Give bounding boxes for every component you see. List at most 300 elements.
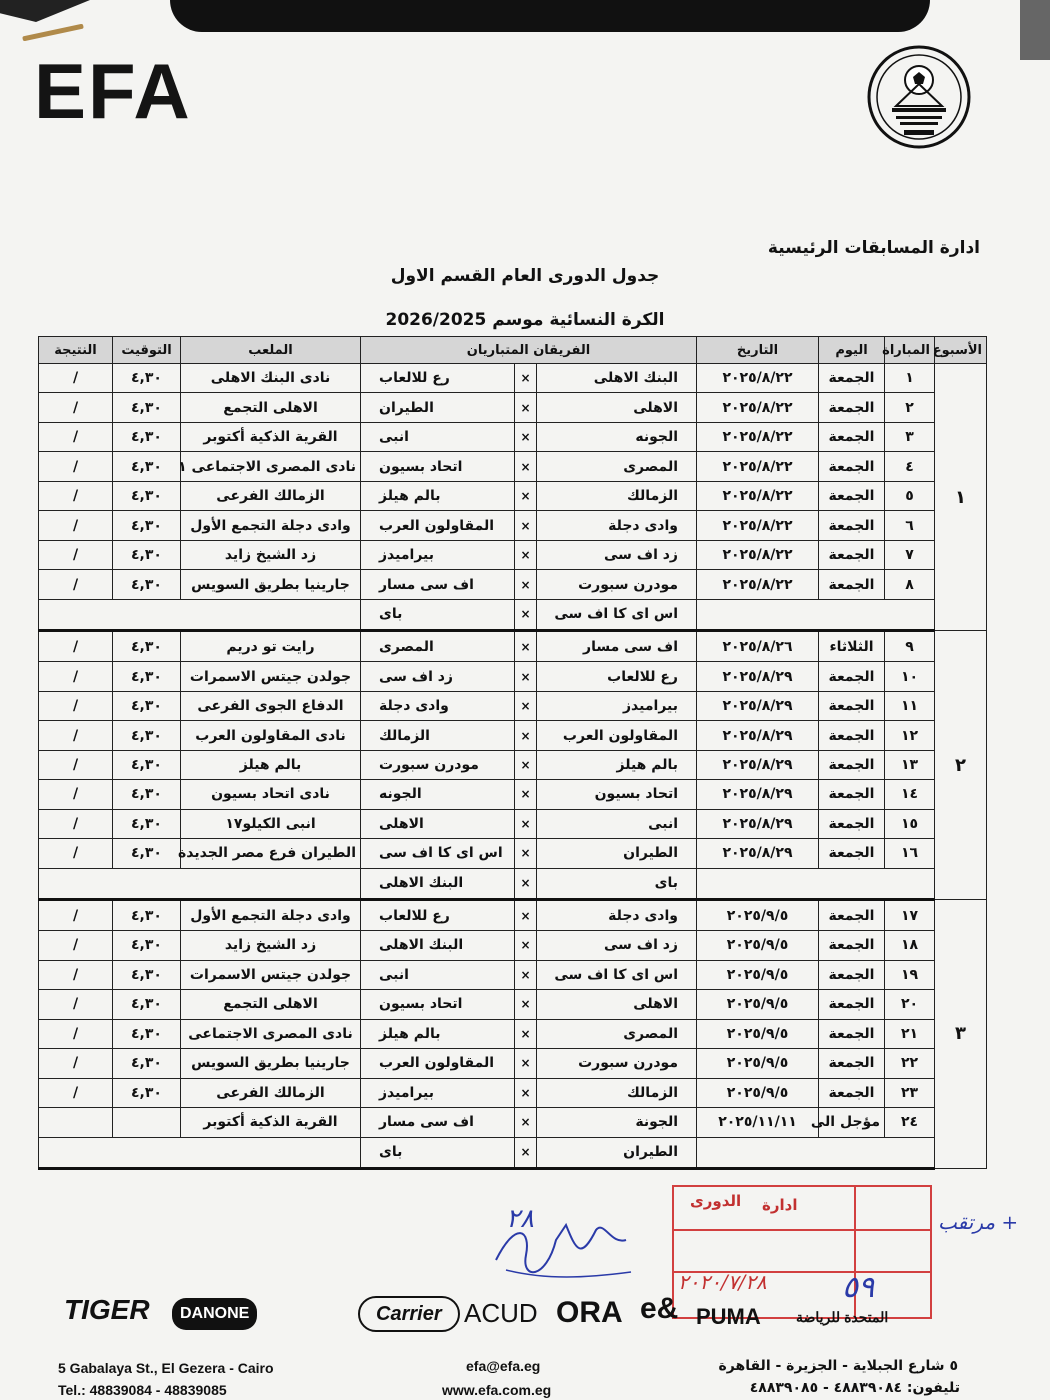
sponsor-logo: ORA xyxy=(556,1296,623,1329)
team-away: اف سى مسار xyxy=(361,570,515,599)
match-date: ٢٠٢٥/٨/٢٩ xyxy=(697,662,819,691)
match-venue: بالم هيلز xyxy=(181,750,361,779)
match-number: ٥ xyxy=(885,481,935,510)
match-venue: الاهلى التجمع xyxy=(181,990,361,1019)
match-time: ٤,٣٠ xyxy=(113,511,181,540)
team-home: الجونه xyxy=(537,422,697,451)
match-number: ١٢ xyxy=(885,721,935,750)
table-row xyxy=(39,990,987,1019)
vs-mark: × xyxy=(515,452,537,481)
match-number: ٦ xyxy=(885,511,935,540)
match-result xyxy=(39,1108,113,1137)
team-away: زد اف سى xyxy=(361,662,515,691)
vs-mark: × xyxy=(515,1078,537,1107)
match-number: ١٩ xyxy=(885,960,935,989)
vs-mark: × xyxy=(515,990,537,1019)
match-venue: وادى دجلة التجمع الأول xyxy=(181,899,361,930)
team-home: زد اف سى xyxy=(537,931,697,960)
empty-cell xyxy=(697,1137,935,1168)
match-time: ٤,٣٠ xyxy=(113,931,181,960)
match-day: الجمعة xyxy=(819,422,885,451)
match-venue: زد الشيخ زايد xyxy=(181,931,361,960)
match-number: ١٥ xyxy=(885,809,935,838)
vs-mark: × xyxy=(515,540,537,569)
sponsor-logo: المتحدة للرياضة xyxy=(796,1309,889,1325)
bye-row xyxy=(39,1137,987,1168)
match-venue: جارينيا بطريق السويس xyxy=(181,570,361,599)
team-home: مودرن سبورت xyxy=(537,1049,697,1078)
match-venue: الزمالك الفرعى xyxy=(181,481,361,510)
team-away: مودرن سبورت xyxy=(361,750,515,779)
team-home: الاهلى xyxy=(537,393,697,422)
match-result: / xyxy=(39,780,113,809)
match-day: الجمعة xyxy=(819,691,885,720)
match-day: الجمعة xyxy=(819,540,885,569)
match-time: ٤,٣٠ xyxy=(113,1049,181,1078)
team-home: الطيران xyxy=(537,1137,697,1168)
team-home: وادى دجلة xyxy=(537,511,697,540)
match-date: ٢٠٢٥/٨/٢٢ xyxy=(697,481,819,510)
match-venue: الدفاع الجوى الفرعى xyxy=(181,691,361,720)
sponsor-logo: e& xyxy=(640,1292,679,1325)
team-home: بيراميدز xyxy=(537,691,697,720)
match-result: / xyxy=(39,960,113,989)
match-day: الجمعة xyxy=(819,809,885,838)
empty-cell xyxy=(39,599,361,630)
department-name: ادارة المسابقات الرئيسية xyxy=(767,238,980,258)
match-venue: وادى دجلة التجمع الأول xyxy=(181,511,361,540)
team-home: زد اف سى xyxy=(537,540,697,569)
team-away: رع للالعاب xyxy=(361,899,515,930)
match-venue: رايت تو دريم xyxy=(181,631,361,662)
match-time: ٤,٣٠ xyxy=(113,481,181,510)
col-match: المباراة xyxy=(885,337,935,364)
match-number: ١ xyxy=(885,364,935,393)
match-result: / xyxy=(39,931,113,960)
table-row xyxy=(39,452,987,481)
match-result: / xyxy=(39,839,113,868)
table-row xyxy=(39,960,987,989)
match-day: الجمعة xyxy=(819,393,885,422)
team-home: الطيران xyxy=(537,839,697,868)
match-date: ٢٠٢٥/٨/٢٢ xyxy=(697,364,819,393)
match-date: ٢٠٢٥/٨/٢٢ xyxy=(697,511,819,540)
team-home: مودرن سبورت xyxy=(537,570,697,599)
match-time: ٤,٣٠ xyxy=(113,540,181,569)
table-row xyxy=(39,721,987,750)
match-result: / xyxy=(39,540,113,569)
match-result: / xyxy=(39,422,113,451)
match-day: الجمعة xyxy=(819,481,885,510)
match-time: ٤,٣٠ xyxy=(113,990,181,1019)
vs-mark: × xyxy=(515,599,537,630)
table-row xyxy=(39,1049,987,1078)
match-venue: الطيران فرع مصر الجديدة xyxy=(181,839,361,868)
match-result: / xyxy=(39,1019,113,1048)
col-week: الأسبوع xyxy=(935,337,987,364)
efa-logo: EFA xyxy=(34,47,192,135)
team-away: الجونه xyxy=(361,780,515,809)
vs-mark: × xyxy=(515,570,537,599)
match-day: مؤجل الى xyxy=(819,1108,885,1137)
match-number: ١٧ xyxy=(885,899,935,930)
match-number: ٨ xyxy=(885,570,935,599)
week-number: ٢ xyxy=(935,631,987,900)
vs-mark: × xyxy=(515,931,537,960)
team-home: المصرى xyxy=(537,452,697,481)
col-teams: الفريقان المتباريان xyxy=(361,337,697,364)
scan-right-edge xyxy=(1020,0,1050,60)
match-result: / xyxy=(39,662,113,691)
table-row xyxy=(39,750,987,779)
footer xyxy=(0,1350,1050,1400)
col-result: النتيجة xyxy=(39,337,113,364)
match-number: ١٠ xyxy=(885,662,935,691)
vs-mark: × xyxy=(515,1019,537,1048)
pin-icon xyxy=(22,24,84,42)
empty-cell xyxy=(39,1137,361,1168)
signature-icon xyxy=(486,1200,636,1290)
empty-cell xyxy=(697,868,935,899)
match-day: الجمعة xyxy=(819,750,885,779)
week-number: ١ xyxy=(935,364,987,631)
match-number: ٢٠ xyxy=(885,990,935,1019)
match-day: الجمعة xyxy=(819,452,885,481)
table-row xyxy=(39,931,987,960)
match-time: ٤,٣٠ xyxy=(113,839,181,868)
table-row xyxy=(39,570,987,599)
match-time: ٤,٣٠ xyxy=(113,631,181,662)
match-day: الجمعة xyxy=(819,1078,885,1107)
vs-mark: × xyxy=(515,481,537,510)
table-row xyxy=(39,809,987,838)
match-date: ٢٠٢٥/٨/٢٩ xyxy=(697,750,819,779)
federation-seal-icon xyxy=(866,44,972,150)
match-result: / xyxy=(39,452,113,481)
match-number: ٧ xyxy=(885,540,935,569)
table-row xyxy=(39,1019,987,1048)
sponsor-strip xyxy=(60,1290,960,1342)
footer-phone-ar: تليفون: ٤٨٨٣٩٠٨٤ - ٤٨٨٣٩٠٨٥ xyxy=(749,1380,960,1396)
match-day: الجمعة xyxy=(819,364,885,393)
match-number: ١٨ xyxy=(885,931,935,960)
match-day: الجمعة xyxy=(819,662,885,691)
match-day: الجمعة xyxy=(819,511,885,540)
table-row xyxy=(39,839,987,868)
team-away: البنك الاهلى xyxy=(361,931,515,960)
match-date: ٢٠٢٥/٨/٢٢ xyxy=(697,422,819,451)
match-number: ٢١ xyxy=(885,1019,935,1048)
handwritten-note: مرتقب + xyxy=(938,1210,1019,1234)
table-row xyxy=(39,540,987,569)
match-day: الجمعة xyxy=(819,1019,885,1048)
footer-address-ar: ٥ شارع الجبلاية - الجزيرة - القاهرة xyxy=(718,1358,958,1374)
table-row xyxy=(39,662,987,691)
match-time: ٤,٣٠ xyxy=(113,1078,181,1107)
footer-email: efa@efa.eg xyxy=(466,1358,541,1374)
match-day: الجمعة xyxy=(819,721,885,750)
team-away: بيراميدز xyxy=(361,540,515,569)
col-venue: الملعب xyxy=(181,337,361,364)
match-result: / xyxy=(39,691,113,720)
match-date: ٢٠٢٥/٨/٢٢ xyxy=(697,393,819,422)
match-result: / xyxy=(39,631,113,662)
stamp-number: ٥٩ xyxy=(842,1270,875,1305)
table-row xyxy=(39,780,987,809)
table-row xyxy=(39,393,987,422)
vs-mark: × xyxy=(515,662,537,691)
match-day: الثلاثاء xyxy=(819,631,885,662)
match-date: ٢٠٢٥/٨/٢٢ xyxy=(697,570,819,599)
empty-cell xyxy=(39,868,361,899)
team-away: اتحاد بسيون xyxy=(361,452,515,481)
team-home: بالم هيلز xyxy=(537,750,697,779)
vs-mark: × xyxy=(515,1049,537,1078)
match-date: ٢٠٢٥/٩/٥ xyxy=(697,1078,819,1107)
stamp-text: الدورى xyxy=(690,1192,742,1210)
stamp-text: ادارة xyxy=(762,1196,798,1214)
vs-mark: × xyxy=(515,750,537,779)
team-away: الزمالك xyxy=(361,721,515,750)
match-number: ٣ xyxy=(885,422,935,451)
bye-row xyxy=(39,599,987,630)
match-time: ٤,٣٠ xyxy=(113,691,181,720)
team-away: الطيران xyxy=(361,393,515,422)
team-away: اس اى كا اف سى xyxy=(361,839,515,868)
match-time: ٤,٣٠ xyxy=(113,570,181,599)
team-home: المقاولون العرب xyxy=(537,721,697,750)
match-day: الجمعة xyxy=(819,899,885,930)
schedule-table xyxy=(38,336,987,1170)
team-away: المقاولون العرب xyxy=(361,1049,515,1078)
document-subtitle: الكرة النسائية موسم 2026/2025 xyxy=(385,310,665,330)
vs-mark: × xyxy=(515,422,537,451)
sponsor-logo: PUMA xyxy=(696,1304,761,1329)
team-away: بيراميدز xyxy=(361,1078,515,1107)
team-away: باى xyxy=(361,1137,515,1168)
match-venue: جولدن جيتس الاسمرات xyxy=(181,960,361,989)
match-venue: نادى البنك الاهلى xyxy=(181,364,361,393)
match-time: ٤,٣٠ xyxy=(113,662,181,691)
footer-website: www.efa.com.eg xyxy=(442,1382,552,1398)
match-time: ٤,٣٠ xyxy=(113,750,181,779)
team-home: وادى دجلة xyxy=(537,899,697,930)
match-date: ٢٠٢٥/٨/٢٦ xyxy=(697,631,819,662)
match-day: الجمعة xyxy=(819,960,885,989)
sponsor-logo: DANONE xyxy=(172,1298,257,1330)
stamp-date: ٢٠٢٠/٧/٢٨ xyxy=(678,1270,767,1294)
table-row xyxy=(39,481,987,510)
sponsor-logo: Carrier xyxy=(358,1296,460,1332)
match-result: / xyxy=(39,990,113,1019)
match-date: ٢٠٢٥/٨/٢٩ xyxy=(697,691,819,720)
team-home: رع للالعاب xyxy=(537,662,697,691)
match-date: ٢٠٢٥/٩/٥ xyxy=(697,990,819,1019)
match-time xyxy=(113,1108,181,1137)
match-day: الجمعة xyxy=(819,839,885,868)
match-number: ٢ xyxy=(885,393,935,422)
match-date: ٢٠٢٥/٨/٢٢ xyxy=(697,540,819,569)
match-day: الجمعة xyxy=(819,1049,885,1078)
table-row xyxy=(39,364,987,393)
match-result: / xyxy=(39,364,113,393)
match-result: / xyxy=(39,511,113,540)
match-time: ٤,٣٠ xyxy=(113,899,181,930)
vs-mark: × xyxy=(515,1108,537,1137)
match-venue: نادى المصرى الاجتماعى xyxy=(181,1019,361,1048)
match-time: ٤,٣٠ xyxy=(113,1019,181,1048)
sponsor-logo: ACUD xyxy=(464,1298,538,1328)
team-away: وادى دجلة xyxy=(361,691,515,720)
vs-mark: × xyxy=(515,1137,537,1168)
match-venue: نادى اتحاد بسيون xyxy=(181,780,361,809)
match-date: ٢٠٢٥/٩/٥ xyxy=(697,960,819,989)
match-venue: نادى المصرى الاجتماعى ١ xyxy=(181,452,361,481)
match-time: ٤,٣٠ xyxy=(113,721,181,750)
team-away: بالم هيلز xyxy=(361,481,515,510)
team-home: اتحاد بسيون xyxy=(537,780,697,809)
match-result: / xyxy=(39,1049,113,1078)
match-date: ٢٠٢٥/٨/٢٩ xyxy=(697,809,819,838)
match-number: ٢٣ xyxy=(885,1078,935,1107)
team-away: اتحاد بسيون xyxy=(361,990,515,1019)
match-number: ١٣ xyxy=(885,750,935,779)
match-venue: زد الشيخ زايد xyxy=(181,540,361,569)
team-away: بالم هيلز xyxy=(361,1019,515,1048)
match-time: ٤,٣٠ xyxy=(113,393,181,422)
vs-mark: × xyxy=(515,809,537,838)
match-venue: القرية الذكية أكتوبر xyxy=(181,422,361,451)
team-home: المصرى xyxy=(537,1019,697,1048)
empty-cell xyxy=(697,599,935,630)
match-number: ١٦ xyxy=(885,839,935,868)
match-number: ٤ xyxy=(885,452,935,481)
match-number: ١٤ xyxy=(885,780,935,809)
team-away: انبى xyxy=(361,960,515,989)
match-date: ٢٠٢٥/٨/٢٩ xyxy=(697,839,819,868)
col-date: التاريخ xyxy=(697,337,819,364)
table-row xyxy=(39,511,987,540)
table-row xyxy=(39,691,987,720)
match-result: / xyxy=(39,809,113,838)
footer-address-en: 5 Gabalaya St., El Gezera - Cairo xyxy=(58,1360,274,1376)
match-venue: جارينيا بطريق السويس xyxy=(181,1049,361,1078)
team-away: اف سى مسار xyxy=(361,1108,515,1137)
team-away: الاهلى xyxy=(361,809,515,838)
table-row xyxy=(39,899,987,930)
match-result: / xyxy=(39,481,113,510)
match-time: ٤,٣٠ xyxy=(113,452,181,481)
sponsor-logo: TIGER xyxy=(64,1294,150,1325)
match-day: الجمعة xyxy=(819,570,885,599)
col-time: التوقيت xyxy=(113,337,181,364)
match-number: ٢٢ xyxy=(885,1049,935,1078)
table-row xyxy=(39,422,987,451)
match-result: / xyxy=(39,1078,113,1107)
match-date: ٢٠٢٥/٩/٥ xyxy=(697,899,819,930)
match-date: ٢٠٢٥/٩/٥ xyxy=(697,1049,819,1078)
bye-row xyxy=(39,868,987,899)
match-time: ٤,٣٠ xyxy=(113,960,181,989)
vs-mark: × xyxy=(515,364,537,393)
match-result: / xyxy=(39,899,113,930)
match-time: ٤,٣٠ xyxy=(113,364,181,393)
team-away: البنك الاهلى xyxy=(361,868,515,899)
handwritten-digits: ٢٨ xyxy=(506,1204,534,1234)
vs-mark: × xyxy=(515,960,537,989)
team-away: رع للالعاب xyxy=(361,364,515,393)
team-away: المصرى xyxy=(361,631,515,662)
team-home: باى xyxy=(537,868,697,899)
footer-phone-en: Tel.: 48839084 - 48839085 xyxy=(58,1382,227,1398)
team-away: باى xyxy=(361,599,515,630)
match-day: الجمعة xyxy=(819,931,885,960)
vs-mark: × xyxy=(515,839,537,868)
table-row xyxy=(39,1078,987,1107)
match-date: ٢٠٢٥/٩/٥ xyxy=(697,1019,819,1048)
match-date: ٢٠٢٥/٩/٥ xyxy=(697,931,819,960)
match-date: ٢٠٢٥/٨/٢٩ xyxy=(697,780,819,809)
team-away: انبى xyxy=(361,422,515,451)
match-time: ٤,٣٠ xyxy=(113,422,181,451)
vs-mark: × xyxy=(515,780,537,809)
match-venue: نادى المقاولون العرب xyxy=(181,721,361,750)
vs-mark: × xyxy=(515,511,537,540)
match-result: / xyxy=(39,750,113,779)
vs-mark: × xyxy=(515,868,537,899)
match-venue: الزمالك الفرعى xyxy=(181,1078,361,1107)
match-result: / xyxy=(39,570,113,599)
table-row xyxy=(39,1108,987,1137)
vs-mark: × xyxy=(515,631,537,662)
vs-mark: × xyxy=(515,393,537,422)
document-title: جدول الدورى العام القسم الاول xyxy=(390,266,660,286)
match-time: ٤,٣٠ xyxy=(113,780,181,809)
match-venue: جولدن جيتس الاسمرات xyxy=(181,662,361,691)
vs-mark: × xyxy=(515,721,537,750)
team-home: الاهلى xyxy=(537,990,697,1019)
match-day: الجمعة xyxy=(819,780,885,809)
match-time: ٤,٣٠ xyxy=(113,809,181,838)
match-date: ٢٠٢٥/١١/١١ xyxy=(697,1108,819,1137)
week-number: ٣ xyxy=(935,899,987,1168)
match-venue: القرية الذكية أكتوبر xyxy=(181,1108,361,1137)
team-home: انبى xyxy=(537,809,697,838)
vs-mark: × xyxy=(515,691,537,720)
match-date: ٢٠٢٥/٨/٢٩ xyxy=(697,721,819,750)
team-home: اس اى كا اف سى xyxy=(537,960,697,989)
team-home: الزمالك xyxy=(537,481,697,510)
table-row xyxy=(39,631,987,662)
col-day: اليوم xyxy=(819,337,885,364)
match-venue: الاهلى التجمع xyxy=(181,393,361,422)
table-header-row xyxy=(39,337,987,364)
match-day: الجمعة xyxy=(819,990,885,1019)
team-home: اف سى مسار xyxy=(537,631,697,662)
team-home: الجونة xyxy=(537,1108,697,1137)
match-result: / xyxy=(39,393,113,422)
match-result: / xyxy=(39,721,113,750)
match-venue: انبى الكيلو١٧ xyxy=(181,809,361,838)
scan-corner-shadow xyxy=(0,0,90,22)
team-home: البنك الاهلى xyxy=(537,364,697,393)
match-number: ٩ xyxy=(885,631,935,662)
team-home: الزمالك xyxy=(537,1078,697,1107)
team-away: المقاولون العرب xyxy=(361,511,515,540)
scan-top-shadow xyxy=(170,0,930,32)
vs-mark: × xyxy=(515,899,537,930)
match-number: ٢٤ xyxy=(885,1108,935,1137)
